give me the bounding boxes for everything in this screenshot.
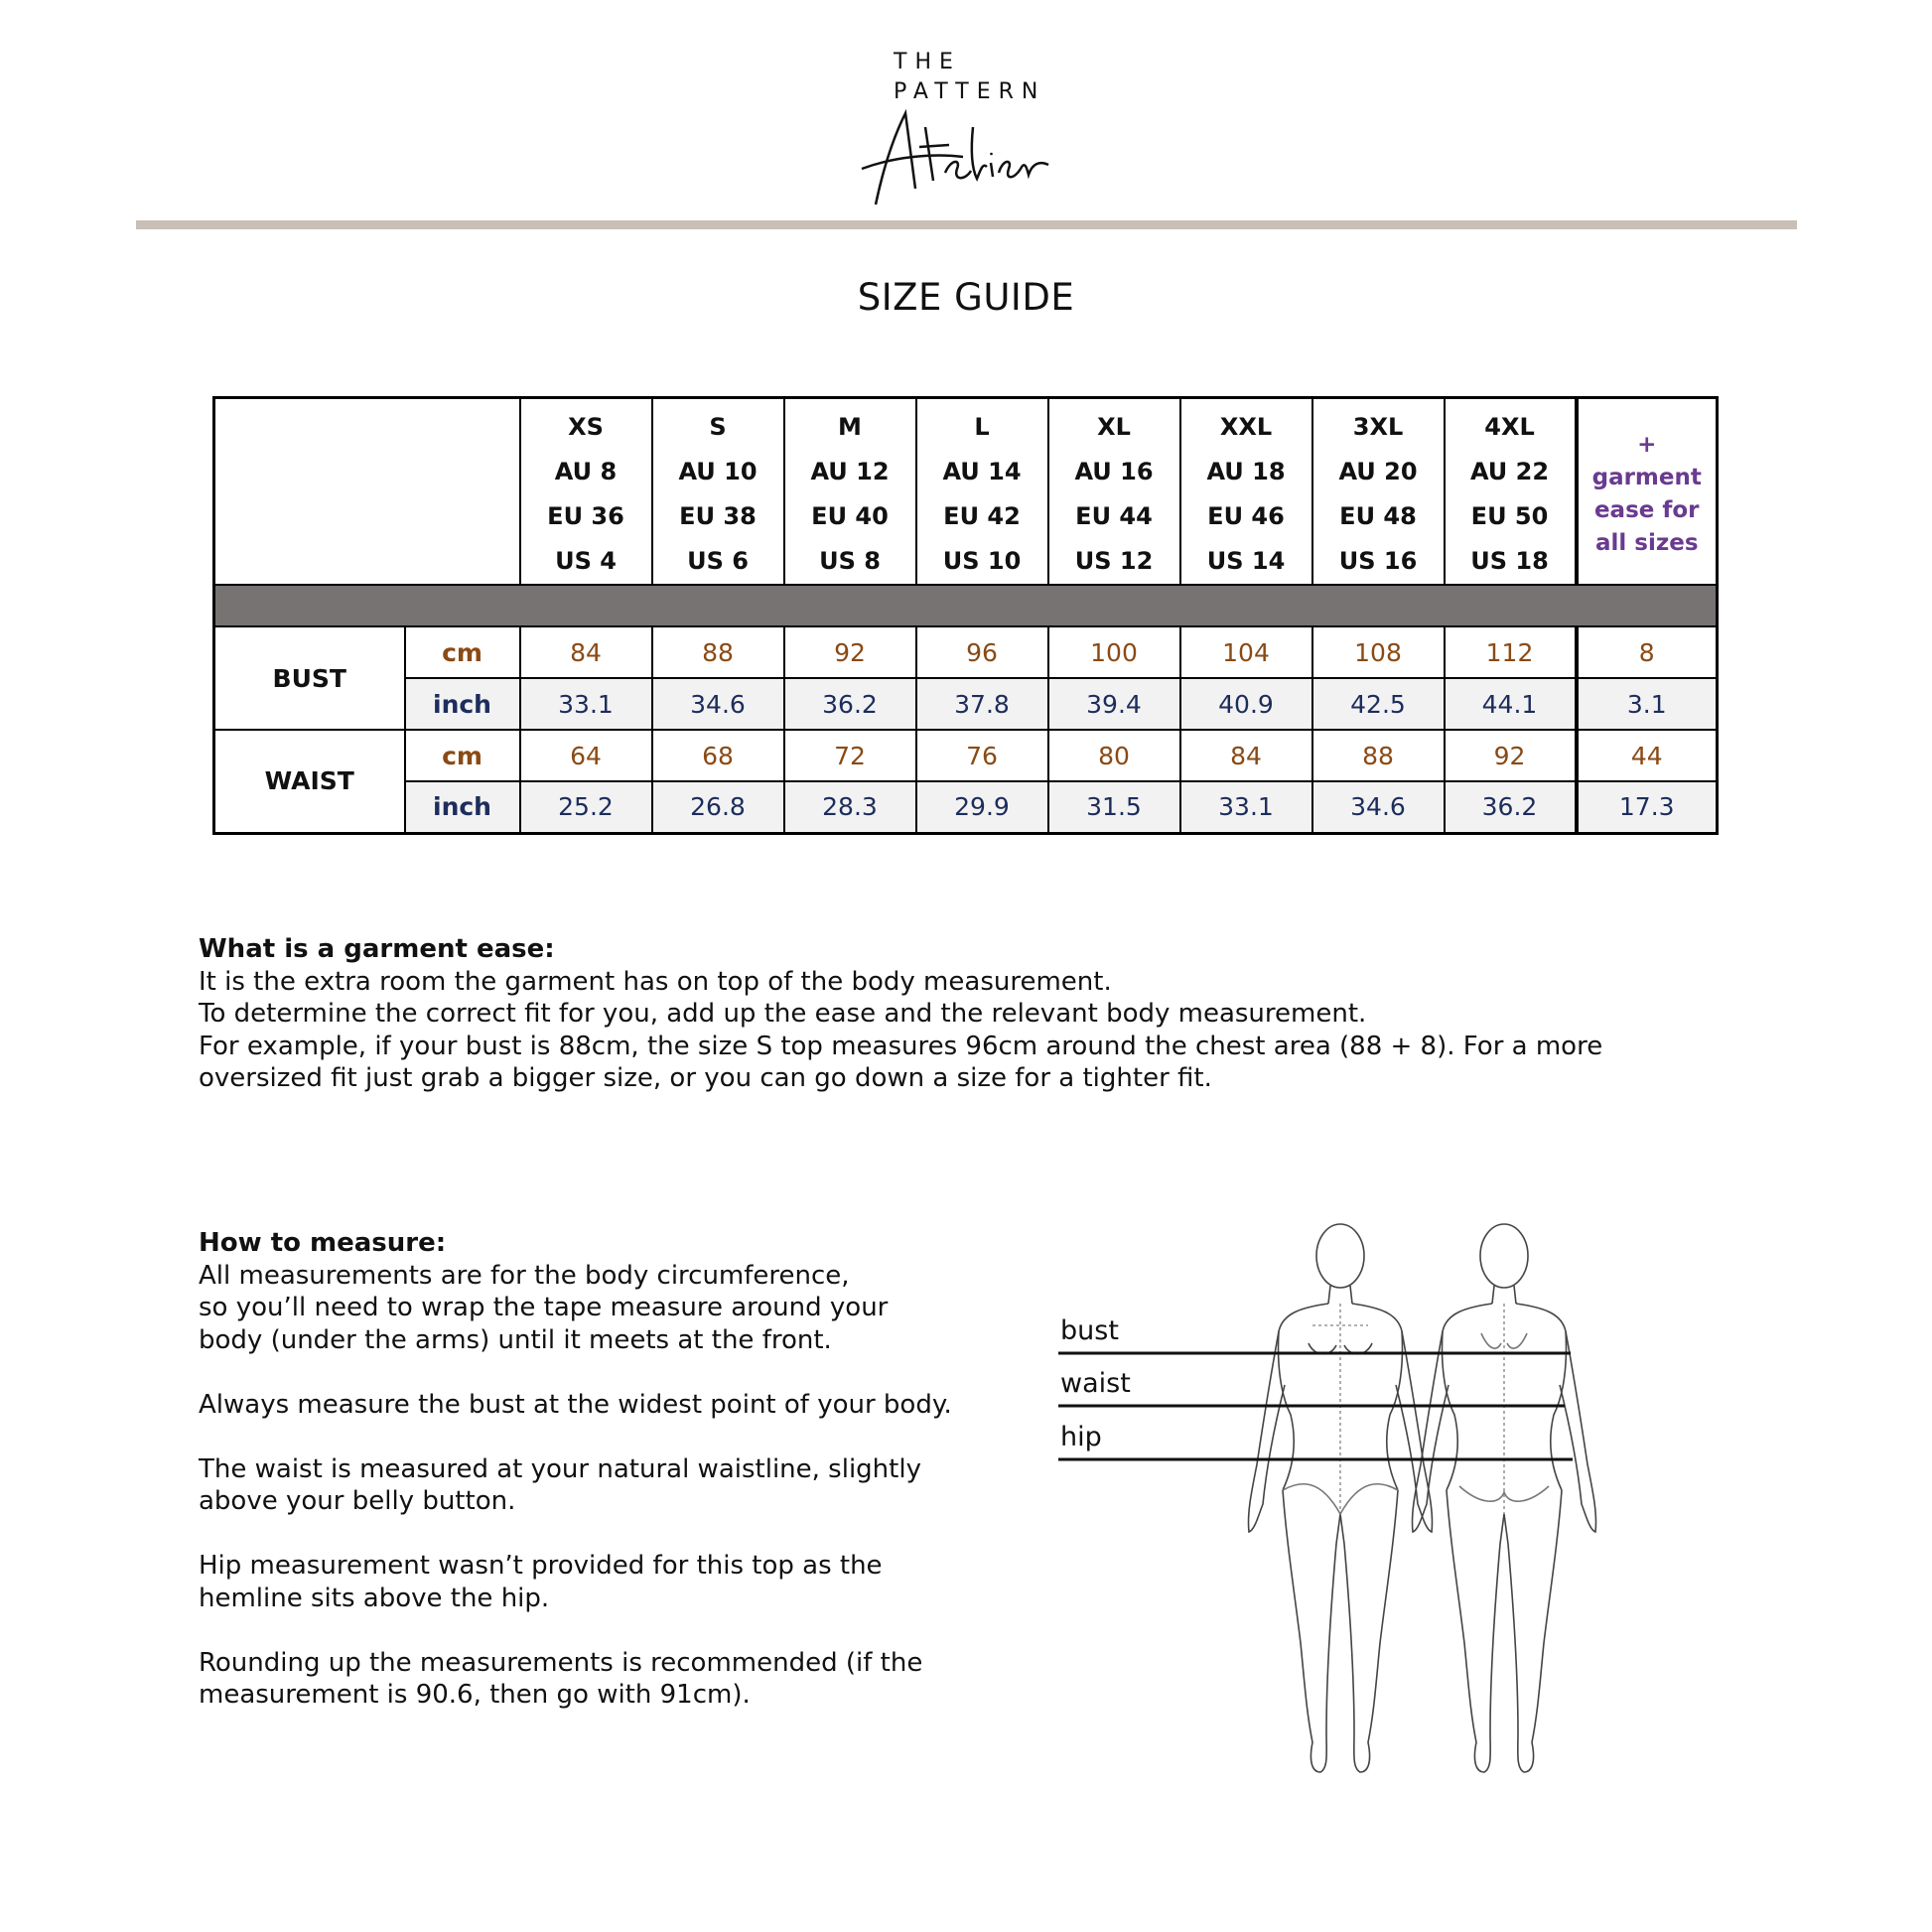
ease-cell: 3.1 [1577,678,1718,730]
measurement-lines [1058,1353,1573,1459]
table-row-waist-cm [214,730,1718,781]
table-cell: 33.1 [520,678,652,730]
size-label: 3XL [1352,413,1404,441]
size-au: AU 20 [1338,458,1418,485]
logo-line-1: THE [894,50,961,74]
table-cell: 40.9 [1180,678,1312,730]
table-cell: 80 [1048,730,1180,781]
separator-band [214,585,1718,626]
table-cell: 96 [916,626,1048,678]
paragraph-line: Always measure the bust at the widest point of your body. [199,1389,952,1420]
ease-header [1577,398,1718,586]
ease-header-line: all sizes [1594,530,1699,556]
table-cell: 64 [520,730,652,781]
size-label: M [838,413,862,441]
size-au: AU 12 [810,458,890,485]
table-cell: 37.8 [916,678,1048,730]
logo-script-atelier [854,97,1052,208]
page-title: SIZE GUIDE [857,276,1075,319]
table-cell: 39.4 [1048,678,1180,730]
paragraph-line: It is the extra room the garment has on top of the body measurement. [199,966,1112,997]
table-cell: 36.2 [784,678,916,730]
size-header-xs [520,398,652,586]
row-label-bust: BUST [214,626,405,730]
size-label: 4XL [1484,413,1535,441]
table-cell: 88 [652,626,784,678]
brand-logo [854,50,1052,208]
size-header-xxl [1180,398,1312,586]
table-cell: 29.9 [916,781,1048,833]
size-us: US 14 [1206,547,1286,575]
paragraph-line: Hip measurement wasn’t provided for this top as the [199,1551,883,1581]
table-cell: 34.6 [1312,781,1445,833]
table-cell: 100 [1048,626,1180,678]
size-us: US 18 [1470,547,1549,575]
unit-cm: cm [405,626,520,678]
size-eu: EU 36 [547,502,624,530]
table-cell: 104 [1180,626,1312,678]
table-cell: 76 [916,730,1048,781]
size-au: AU 10 [678,458,758,485]
table-row-bust-cm [214,626,1718,678]
table-cell: 25.2 [520,781,652,833]
table-cell: 28.3 [784,781,916,833]
hip-label: hip [1060,1422,1102,1452]
ease-cell: 17.3 [1577,781,1718,833]
table-row-waist-inch [214,781,1718,833]
size-eu: EU 42 [943,502,1021,530]
separator-band-cell [214,585,1718,626]
section-heading: What is a garment ease: [199,934,555,964]
size-us: US 10 [942,547,1022,575]
size-au: AU 18 [1206,458,1286,485]
ease-header-line: garment [1591,465,1702,490]
paragraph-line: above your belly button. [199,1486,516,1516]
paragraph-line: hemline sits above the hip. [199,1583,550,1613]
size-header-4xl [1445,398,1577,586]
ease-header-line: + [1637,432,1657,458]
paragraph-line: oversized fit just grab a bigger size, or you can go down a size for a tighter fit. [199,1063,1212,1093]
table-cell: 33.1 [1180,781,1312,833]
logo-line-2: PATTERN [894,79,1046,104]
table-cell: 26.8 [652,781,784,833]
paragraph-line: For example, if your bust is 88cm, the size S top measures 96cm around the chest area (88 + 8). For a more [199,1031,1603,1061]
size-chart-table [212,396,1719,835]
table-cell: 36.2 [1445,781,1577,833]
bust-label: bust [1060,1315,1119,1346]
table-cell: 108 [1312,626,1445,678]
table-cell: 31.5 [1048,781,1180,833]
table-cell: 92 [784,626,916,678]
header-blank-cell [214,398,520,586]
paragraph-line: body (under the arms) until it meets at the front. [199,1324,832,1355]
size-label: XXL [1219,413,1273,441]
table-cell: 88 [1312,730,1445,781]
size-header-3xl [1312,398,1445,586]
paragraph-line: The waist is measured at your natural waistline, slightly [199,1453,921,1484]
size-eu: EU 46 [1207,502,1285,530]
size-label: L [974,413,990,441]
header-divider [136,220,1797,229]
ease-header-line: ease for [1593,497,1700,523]
paragraph-line: so you’ll need to wrap the tape measure around your [199,1293,889,1322]
front-body-outline [1248,1224,1432,1772]
size-label: S [709,413,727,441]
size-us: US 12 [1074,547,1154,575]
unit-inch: inch [405,678,520,730]
how-to-measure-section [199,1227,993,1712]
size-label: XL [1097,413,1131,441]
table-cell: 112 [1445,626,1577,678]
size-au: AU 14 [942,458,1022,485]
waist-label: waist [1060,1368,1131,1399]
ease-cell: 8 [1577,626,1718,678]
size-us: US 6 [687,547,749,575]
size-eu: EU 40 [811,502,889,530]
paragraph-line: Rounding up the measurements is recommended (if the [199,1647,923,1678]
table-cell: 34.6 [652,678,784,730]
size-us: US 4 [555,547,617,575]
table-cell: 68 [652,730,784,781]
back-body-outline [1412,1224,1595,1772]
size-label: XS [568,413,604,441]
size-us: US 8 [819,547,881,575]
figure-drawing [1052,1216,1628,1782]
unit-inch: inch [405,781,520,833]
size-header-m [784,398,916,586]
paragraph-line: All measurements are for the body circumference, [199,1260,850,1291]
ease-cell: 44 [1577,730,1718,781]
size-us: US 16 [1338,547,1418,575]
paragraph-line: To determine the correct fit for you, add up the ease and the relevant body measurement. [199,999,1367,1029]
size-eu: EU 44 [1075,502,1153,530]
table-cell: 84 [520,626,652,678]
row-label-waist: WAIST [214,730,405,833]
table-cell: 84 [1180,730,1312,781]
table-cell: 44.1 [1445,678,1577,730]
body-measurement-figure [1052,1216,1628,1782]
size-header-l [916,398,1048,586]
size-eu: EU 48 [1339,502,1417,530]
size-eu: EU 38 [679,502,757,530]
section-heading: How to measure: [199,1228,447,1258]
size-eu: EU 50 [1470,502,1549,530]
size-au: AU 16 [1074,458,1154,485]
paragraph-line: measurement is 90.6, then go with 91cm). [199,1680,751,1710]
unit-cm: cm [405,730,520,781]
size-header-row [214,398,1718,586]
size-au: AU 8 [554,458,618,485]
size-au: AU 22 [1469,458,1550,485]
size-header-xl [1048,398,1180,586]
garment-ease-section [199,933,1602,1095]
table-cell: 42.5 [1312,678,1445,730]
table-cell: 72 [784,730,916,781]
size-header-s [652,398,784,586]
table-cell: 92 [1445,730,1577,781]
table-row-bust-inch [214,678,1718,730]
